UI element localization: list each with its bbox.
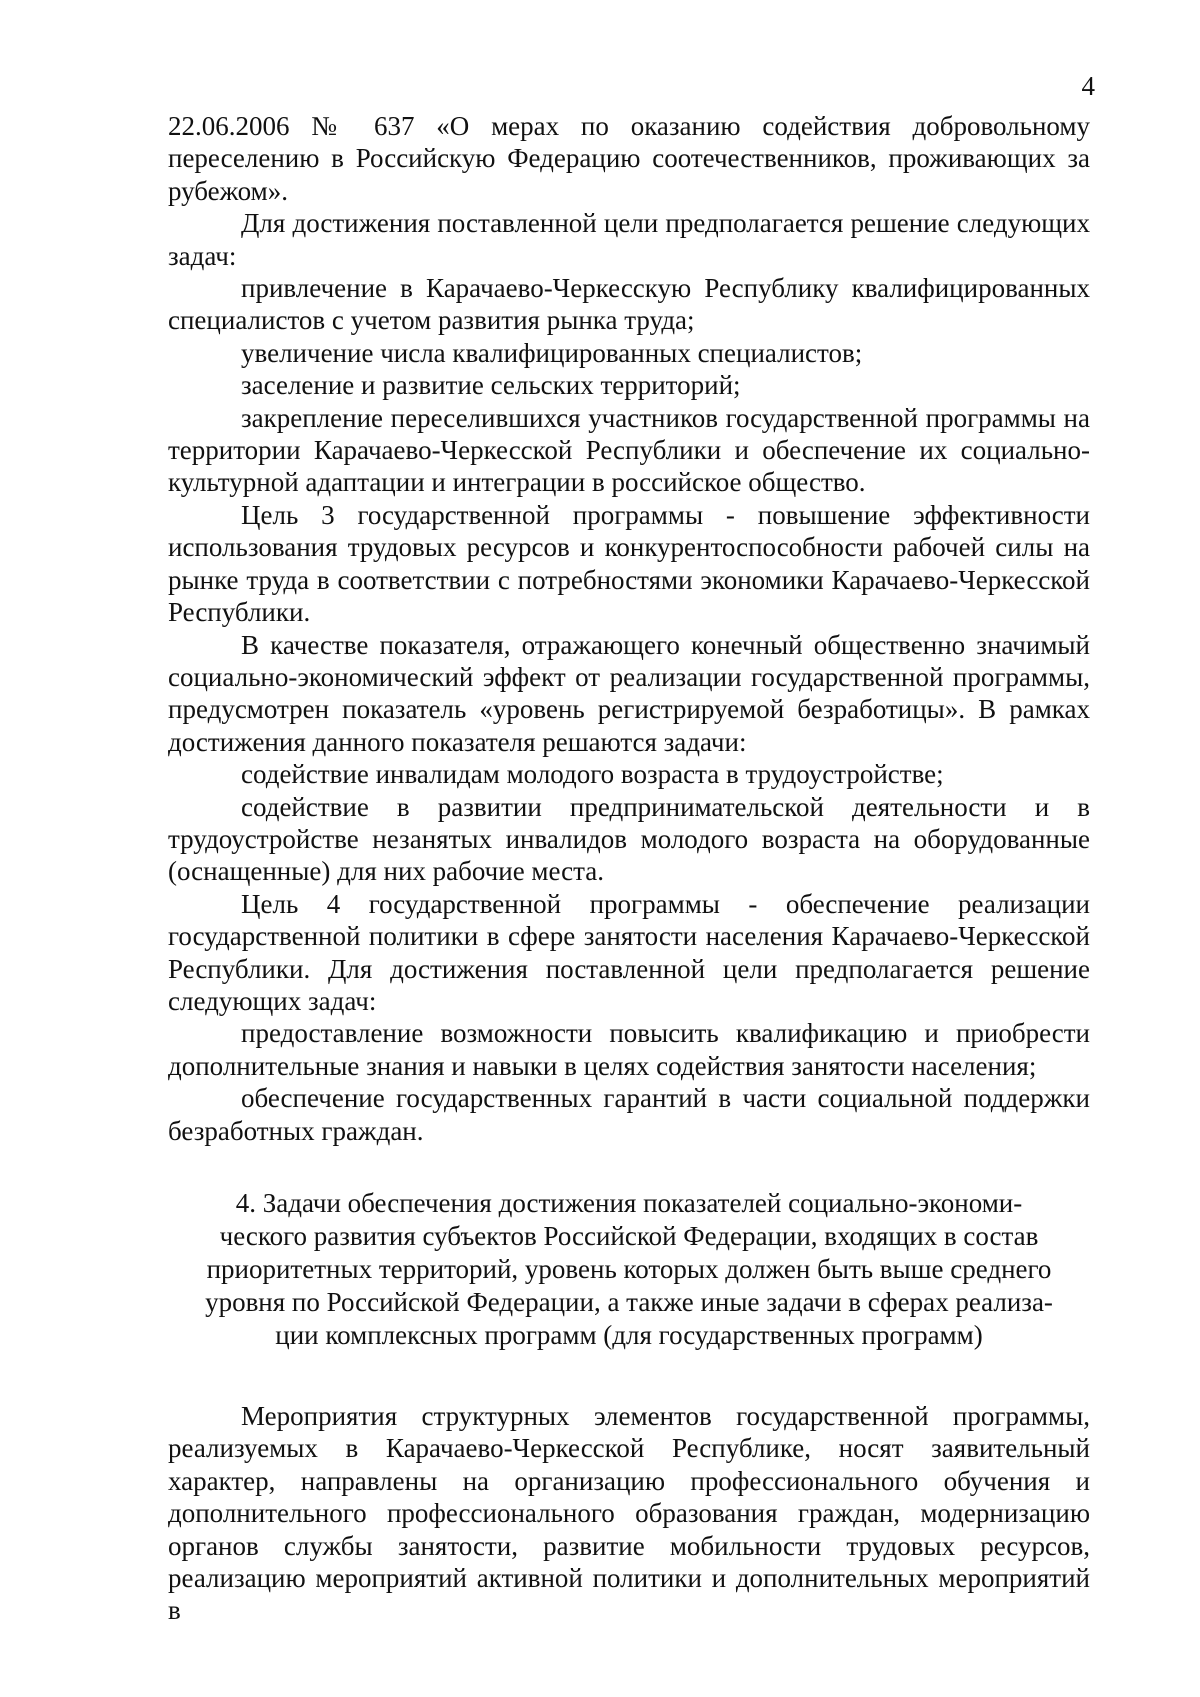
paragraph-task-increase-specialists: увеличение числа квалифицированных специалистов;	[241, 337, 863, 368]
paragraph-measures: Мероприятия структурных элементов государственной программы, реализуемых в Карачаево-Черкесской Республике, носят заявительный характер, направлены на организацию профессионального обучения и дополнительного профессионального образования граждан, модернизацию органов службы занятости, развитие мобильности трудовых ресурсов, реализацию мероприятий активной политики и дополнительных мероприятий в	[168, 1401, 1090, 1626]
paragraph-task-disabled-employment: содействие инвалидам молодого возраста в трудоустройстве;	[241, 759, 944, 790]
heading-line: 4. Задачи обеспечения достижения показателей социально-экономи-	[235, 1188, 1023, 1218]
paragraph-task-attract-specialists: привлечение в Карачаево-Черкесскую Республику квалифицированных специалистов с учетом развития рынка труда;	[168, 273, 1090, 336]
heading-line: ческого развития субъектов Российской Федерации, входящих в состав	[219, 1221, 1039, 1251]
paragraph-task-social-guarantees: обеспечение государственных гарантий в части социальной поддержки безработных граждан.	[168, 1083, 1090, 1146]
document-body	[168, 110, 1090, 1627]
page-number: 4	[1081, 71, 1095, 101]
section-heading-4	[168, 1187, 1090, 1352]
paragraph-task-retain-participants: закрепление переселившихся участников государственной программы на территории Карачаево-Черкесской Республики и обеспечение их социально-культурной адаптации и интеграции в российское общество.	[168, 402, 1090, 498]
paragraph-goal-3: Цель 3 государственной программы - повышение эффективности использования трудовых ресурсов и конкурентоспособности рабочей силы на рынке труда в соответствии с потребностями экономики Карачаево-Черкесской Республики.	[168, 499, 1090, 628]
paragraph-task-qualification: предоставление возможности повысить квалификацию и приобрести дополнительные знания и навыки в целях содействия занятости населения;	[168, 1018, 1090, 1081]
heading-line: приоритетных территорий, уровень которых должен быть выше среднего	[206, 1254, 1052, 1284]
paragraph-goal-4: Цель 4 государственной программы - обеспечение реализации государственной политики в сфере занятости населения Карачаево-Черкесской Республики. Для достижения поставленной цели предполагается решение следующих задач:	[168, 888, 1090, 1016]
paragraph-task-rural-settlement: заселение и развитие сельских территорий;	[241, 370, 741, 401]
paragraph-task-entrepreneurship: содействие в развитии предпринимательской деятельности и в трудоустройстве незанятых инвалидов молодого возраста на оборудованные (оснащенные) для них рабочие места.	[168, 791, 1090, 887]
heading-line: ции комплексных программ (для государственных программ)	[275, 1320, 983, 1350]
paragraph-indicator: В качестве показателя, отражающего конечный общественно значимый социально-экономический эффект от реализации государственной программы, предусмотрен показатель «уровень регистрируемой безработицы». В рамках достижения данного показателя решаются задачи:	[168, 629, 1090, 757]
paragraph-decree-reference: 22.06.2006 № 637 «О мерах по оказанию содействия добровольному переселению в Российскую Федерацию соотечественников, проживающих за рубежом».	[168, 111, 1090, 206]
heading-line: уровня по Российской Федерации, а также иные задачи в сферах реализа-	[205, 1287, 1053, 1317]
paragraph-tasks-intro: Для достижения поставленной цели предполагается решение следующих задач:	[168, 208, 1090, 271]
